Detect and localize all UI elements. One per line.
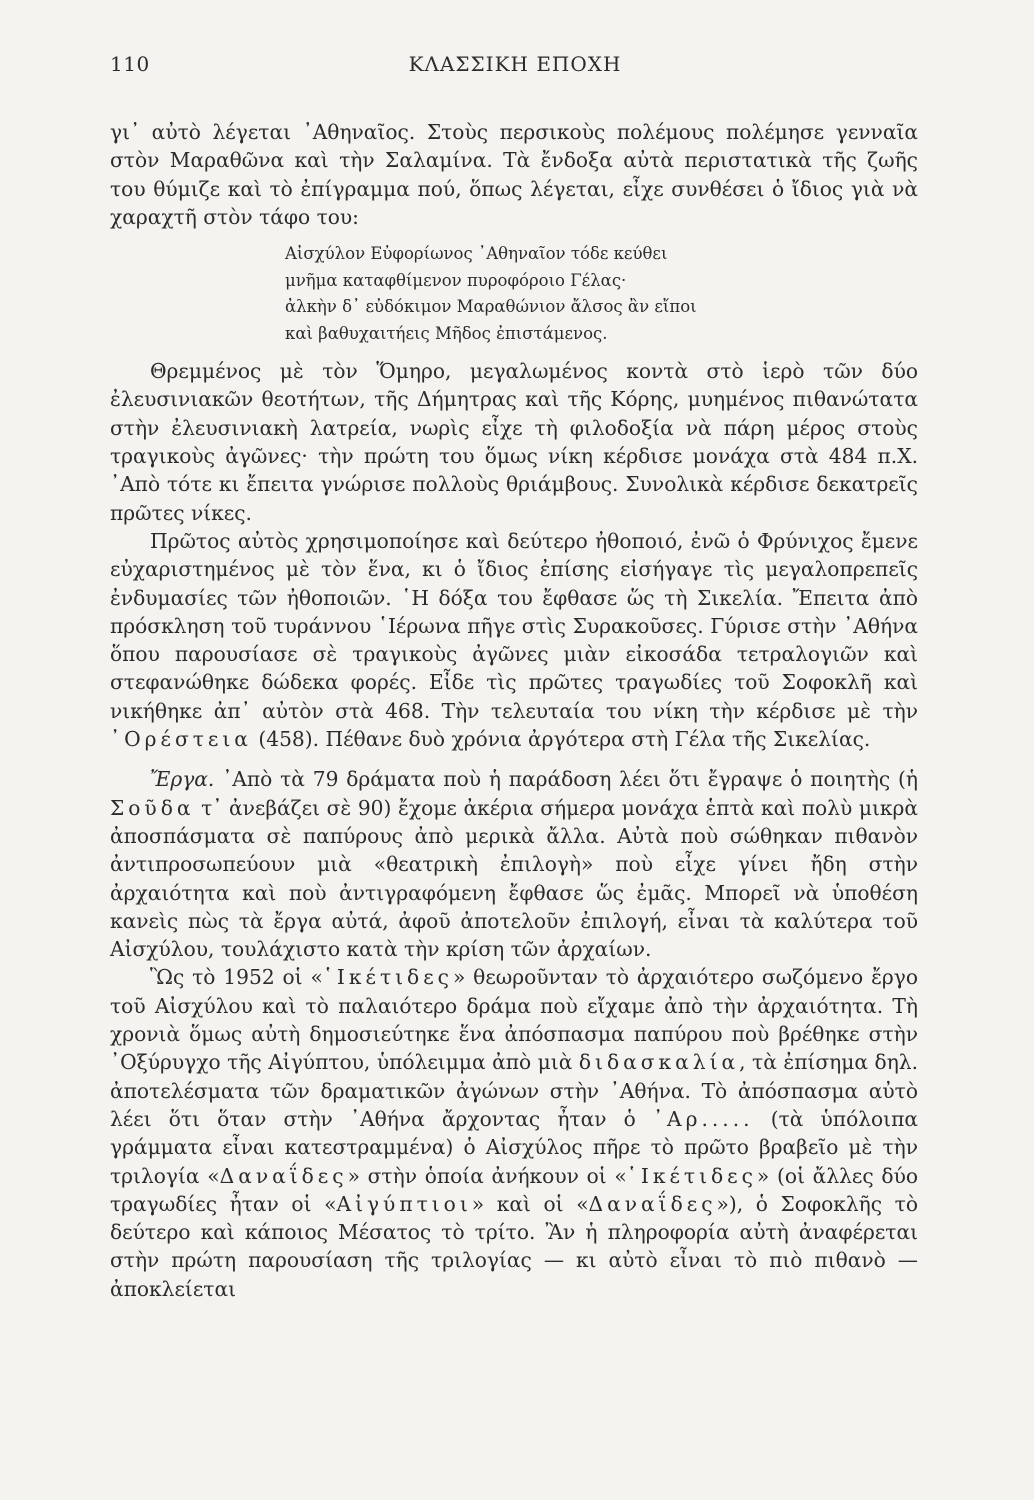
work-title-danaides: Δαναΐδες (588, 1191, 717, 1216)
paragraph-text: » στὴν ὁποία ἀνήκουν οἱ « (347, 1163, 627, 1188)
epigram-line: Αἰσχύλον Εὐφορίωνος ᾽Αθηναῖον τόδε κεύθει (285, 244, 668, 264)
paragraph-text: (458). Πέθανε δυὸ χρόνια ἀργότερα στὴ Γέλα τῆς Σικελίας. (258, 727, 871, 752)
epigram-line: καὶ βαθυχαιτήεις Μῆδος ἐπιστάμενος. (285, 323, 608, 343)
paragraph-text: Ὣς τὸ 1952 οἱ « (150, 965, 323, 990)
paragraph-text: ᾽Απὸ τὰ 79 δράματα ποὺ ἡ παράδοση λέει ὅτι ἔγραψε ὁ ποιητὴς (ἡ (222, 767, 918, 792)
work-title-aigyptioi: Αἰγύπτιοι (336, 1191, 472, 1216)
page-number: 110 (110, 52, 150, 76)
paragraph-hiketides (110, 963, 918, 1303)
work-title-hiketides: ῾Ικέτιδες (626, 1163, 757, 1188)
paragraph-text: » (οἱ ἄλλες δύο τραγωδίες ἦταν οἱ « (110, 1163, 918, 1216)
paragraph-gap (110, 753, 918, 765)
paragraph-text: τ᾽ ἀνεβάζει σὲ 90) ἔχομε ἀκέρια σήμερα μονάχα ἑπτὰ καὶ πολὺ μικρὰ ἀποσπάσματα σὲ παπύρους ἀπὸ μερικὰ ἄλλα. Αὐτὰ ποὺ σώθηκαν πιθανὸν ἀντιπροσωπεύουν μιὰ «θεατρικὴ ἐπιλογὴ» ποὺ εἶχε γίνει ἤδη στὴν ἀρχαιότητα καὶ ποὺ ἀντιγραφόμενη ἔφθασε ὥς ἐμᾶς. Μπορεῖ νὰ ὑποθέση κανεὶς πὼς τὰ ἔργα αὐτά, ἀφοῦ ἀποτελοῦν ἐπιλογή, εἶναι τὰ καλύτερα τοῦ Αἰσχύλου, τουλάχιστο κατὰ τὴν κρίση τῶν ἀρχαίων. (110, 795, 918, 962)
term-didaskalia: διδασκαλία (578, 1050, 740, 1075)
work-title-oresteia: ᾽Ορέστεια (110, 727, 252, 752)
page-header (110, 52, 920, 82)
source-souda: Σοῦδα (110, 795, 195, 820)
epigram-line: ἀλκὴν δ᾽ εὐδόκιμον Μαραθώνιον ἄλσος ἂν εἴποι (285, 297, 697, 317)
paragraph-text: » καὶ οἱ « (471, 1191, 589, 1216)
paragraph-works (110, 765, 918, 963)
paragraph-upbringing: Θρεμμένος μὲ τὸν Ὅμηρο, μεγαλωμένος κοντὰ στὸ ἱερὸ τῶν δύο ἐλευσινιακῶν θεοτήτων, τῆς Δήμητρας καὶ τῆς Κόρης, μυημένος πιθανώτατα στὴν ἐλευσινιακὴ λατρεία, νωρὶς εἶχε τὴ φιλοδοξία νὰ πάρη μέρος στοὺς τραγικοὺς ἀγῶνες· τὴν πρώτη του ὅμως νίκη κέρδισε μονάχα στὰ 484 π.Χ. ᾽Απὸ τότε κι ἔπειτα γνώρισε πολλοὺς θριάμβους. Συνολικὰ κέρδισε δεκατρεῖς πρῶτες νίκες. (110, 359, 918, 525)
epigram-line: μνῆμα καταφθίμενον πυροφόροιο Γέλας· (285, 270, 627, 290)
work-title-hiketides: ῾Ικέτιδες (322, 965, 453, 990)
paragraph-text: » θεωροῦνταν τὸ ἀρχαιότερο σωζόμενο ἔργο τοῦ Αἰσχύλου καὶ τὸ παλαιότερο δράμα ποὺ εἴχαμε ἀπὸ τὴν ἀρχαιότητα. Τὴ χρονιὰ ὅμως αὐτὴ δημοσιεύτηκε ἕνα ἀπόσπασμα παπύρου ποὺ βρέθηκε στὴν ᾽Οξύρυγχο τῆς Αἰγύπτου, ὑπόλειμμα ἀπὸ μιὰ (110, 965, 918, 1075)
epigram-quote (285, 241, 918, 347)
paragraph-text: (τὰ ὑπόλοιπα γράμματα εἶναι κατεστραμμένα) ὁ Αἰσχύλος πῆρε τὸ πρῶτο βραβεῖο μὲ τὴν τριλογία « (110, 1106, 918, 1188)
paragraph-innovations (110, 527, 918, 753)
work-title-danaides: Δαναΐδες (219, 1163, 348, 1188)
paragraph-intro: γι᾽ αὐτὸ λέγεται ᾽Αθηναῖος. Στοὺς περσικοὺς πολέμους πολέμησε γενναῖα στὸν Μαραθῶνα καὶ τὴν Σαλαμίνα. Τὰ ἔνδοξα αὐτὰ περιστατικὰ τῆς ζωῆς του θύμιζε καὶ τὸ ἐπίγραμμα πού, ὅπως λέγεται, εἶχε συνθέσει ὁ ἴδιος γιὰ νὰ χαραχτῆ στὸν τάφο του: (110, 120, 918, 229)
running-title: ΚΛΑΣΣΙΚΗ ΕΠΟΧΗ (408, 52, 622, 76)
archon-name: ᾽Αρ..... (652, 1106, 754, 1131)
paragraph-text: »), ὁ Σοφοκλῆς τὸ δεύτερο καὶ κάποιος Μέσατος τὸ τρίτο. Ἂν ἡ πληροφορία αὐτὴ ἀναφέρεται στὴν πρώτη παρουσίαση τῆς τριλογίας — κι αὐτὸ εἶναι τὸ πιὸ πιθανὸ — ἀποκλείεται (110, 1191, 919, 1301)
paragraph-text: Πρῶτος αὐτὸς χρησιμοποίησε καὶ δεύτερο ἠθοποιό, ἐνῶ ὁ Φρύνιχος ἔμενε εὐχαριστημένος μὲ τὸν ἕνα, κι ὁ ἴδιος ἐπίσης εἰσήγαγε τὶς μεγαλοπρεπεῖς ἐνδυμασίες τῶν ἠθοποιῶν. ῾Η δόξα του ἔφθασε ὥς τὴ Σικελία. Ἔπειτα ἀπὸ πρόσκληση τοῦ τυράννου ῾Ιέρωνα πῆγε στὶς Συρακοῦσες. Γύρισε στὴν ᾽Αθήνα ὅπου παρουσίασε σὲ τραγικοὺς ἀγῶνες μιὰν εἰκοσάδα τετραλογιῶν καὶ στεφανώθηκε δώδεκα φορές. Εἶδε τὶς πρῶτες τραγωδίες τοῦ Σοφοκλῆ καὶ νικήθηκε ἀπ᾽ αὐτὸν στὰ 468. Τὴν τελευταία του νίκη τὴν κέρδισε μὲ τὴν (110, 528, 918, 723)
body-text (110, 118, 918, 1303)
section-lead-erga: Ἔργα. (150, 767, 215, 792)
paragraph-text: , τὰ ἐπίσημα δηλ. ἀποτελέσματα τῶν δραματικῶν ἀγώνων στὴν ᾽Αθήνα. Τὸ ἀπόσπασμα αὐτὸ λέει ὅτι ὅταν στὴν ᾽Αθήνα ἄρχοντας ἦταν ὁ (110, 1050, 918, 1131)
